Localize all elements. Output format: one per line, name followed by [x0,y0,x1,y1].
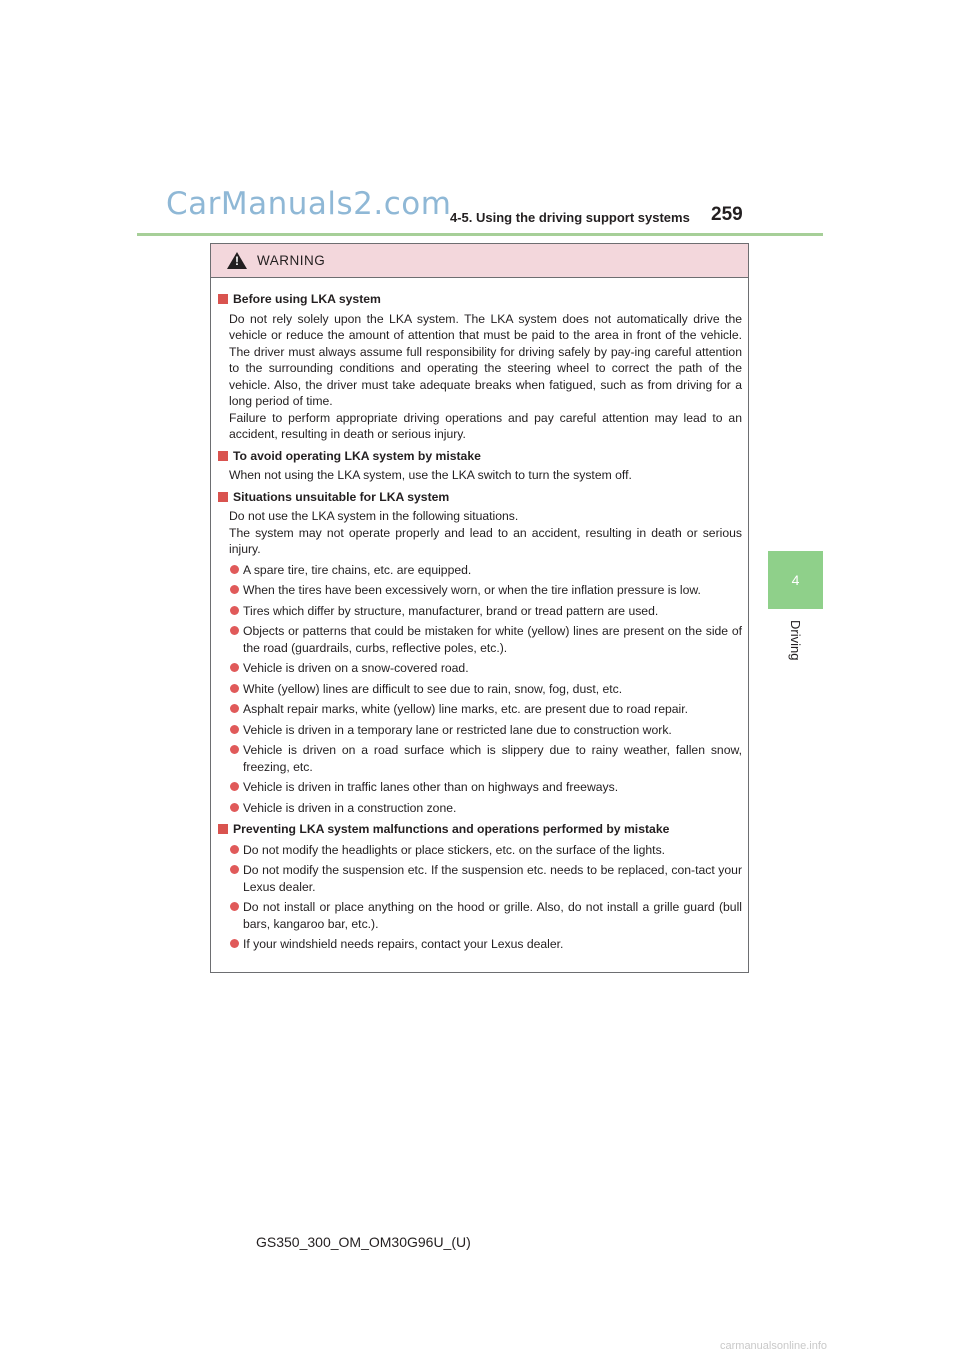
square-bullet-icon [218,824,228,834]
chapter-tab [768,551,823,609]
list-item-text: Vehicle is driven on a snow-covered road. [243,661,469,675]
bullet-dot-icon [230,865,239,874]
list-item-text: Do not install or place anything on the hood or grille. Also, do not install a grille guard (bull bars, kangaroo bar, etc.). [243,900,742,931]
list-item [230,842,742,859]
bullet-dot-icon [230,745,239,754]
square-bullet-icon [218,294,228,304]
warning-title: WARNING [257,253,326,268]
watermark: carmanualsonline.info [720,1340,828,1352]
list-item-text: Vehicle is driven on a road surface which is slippery due to rainy weather, fallen snow, freezing, etc. [243,743,742,774]
bullet-dot-icon [230,845,239,854]
list-item [230,899,742,932]
site-logo: CarManuals2.com [166,186,452,222]
chapter-label: Driving [788,620,803,661]
bullet-dot-icon [230,606,239,615]
list-item-text: White (yellow) lines are difficult to see due to rain, snow, fog, dust, etc. [243,681,623,696]
list-item-text: Vehicle is driven in traffic lanes other than on highways and freeways. [243,780,619,794]
section-title: 4-5. Using the driving support systems [450,210,690,225]
bullet-dot-icon [230,782,239,791]
list-item [230,582,742,599]
list-item-text: Do not modify the headlights or place stickers, etc. on the surface of the lights. [243,842,666,857]
manual-code: GS350_300_OM_OM30G96U_(U) [256,1234,471,1250]
bullet-dot-icon [230,663,239,672]
list-item [230,660,742,677]
warning-header [211,244,748,278]
bullet-list [216,562,742,817]
list-item-text: Do not modify the suspension etc. If the suspension etc. needs to be replaced, con-tact your Lexus dealer. [243,863,742,894]
list-item [230,681,742,698]
bullet-dot-icon [230,585,239,594]
list-item-text: A spare tire, tire chains, etc. are equipped. [243,562,472,577]
section-paragraph: Do not rely solely upon the LKA system. The LKA system does not automatically drive the vehicle or reduce the amount of attention that must be paid to the area in front of the vehicle. The driver must always assume full responsibility for driving safely by pay-ing careful attention to the surrounding conditions and operating the steering wheel to correct the path of the vehicle. Also, the driver must take adequate breaks when fatigued, such as from driving for a long period of time. [229,311,742,408]
list-item [230,779,742,796]
section-heading [216,821,742,838]
section-heading [216,489,742,506]
bullet-dot-icon [230,684,239,693]
warning-section [216,291,742,443]
page-number: 259 [711,204,743,225]
section-paragraph: When not using the LKA system, use the LKA switch to turn the system off. [229,468,632,482]
square-bullet-icon [218,451,228,461]
list-item [230,701,742,718]
bullet-dot-icon [230,902,239,911]
warning-box [210,243,749,973]
list-item-text: Vehicle is driven in a construction zone. [243,800,457,815]
section-paragraph: Failure to perform appropriate driving operations and pay careful attention may lead to an accident, resulting in death or serious injury. [229,410,742,441]
warning-body [211,278,748,953]
warning-section [216,448,742,484]
warning-section [216,821,742,953]
square-bullet-icon [218,492,228,502]
list-item [230,603,742,620]
section-heading-text: Situations unsuitable for LKA system [233,489,450,504]
section-heading-text: Preventing LKA system malfunctions and operations performed by mistake [233,822,670,836]
section-heading [216,448,742,465]
list-item-text: Asphalt repair marks, white (yellow) line marks, etc. are present due to road repair. [243,702,689,716]
bullet-dot-icon [230,803,239,812]
section-heading-text: Before using LKA system [233,292,381,306]
bullet-dot-icon [230,565,239,574]
chapter-number: 4 [791,572,800,588]
bullet-dot-icon [230,626,239,635]
list-item [230,800,742,817]
section-paragraph: The system may not operate properly and lead to an accident, resulting in death or serious injury. [229,525,742,556]
list-item [230,862,742,895]
bullet-list [216,842,742,953]
list-item [230,623,742,656]
list-item [230,936,742,953]
bullet-dot-icon [230,725,239,734]
warning-section [216,489,742,817]
list-item-text: Vehicle is driven in a temporary lane or restricted lane due to construction work. [243,722,672,737]
list-item [230,722,742,739]
section-heading [216,291,742,308]
list-item [230,742,742,775]
section-heading-text: To avoid operating LKA system by mistake [233,448,481,463]
section-paragraph: Do not use the LKA system in the following situations. [229,509,519,523]
list-item [230,562,742,579]
list-item-text: Objects or patterns that could be mistaken for white (yellow) lines are present on the side of the road (guardrails, curbs, reflective poles, etc.). [243,624,742,655]
header-rule [137,233,823,236]
list-item-text: When the tires have been excessively worn, or when the tire inflation pressure is low. [243,583,701,597]
list-item-text: If your windshield needs repairs, contact your Lexus dealer. [243,937,564,951]
list-item-text: Tires which differ by structure, manufacturer, brand or tread pattern are used. [243,603,659,618]
bullet-dot-icon [230,704,239,713]
bullet-dot-icon [230,939,239,948]
warning-triangle-icon [227,252,247,269]
